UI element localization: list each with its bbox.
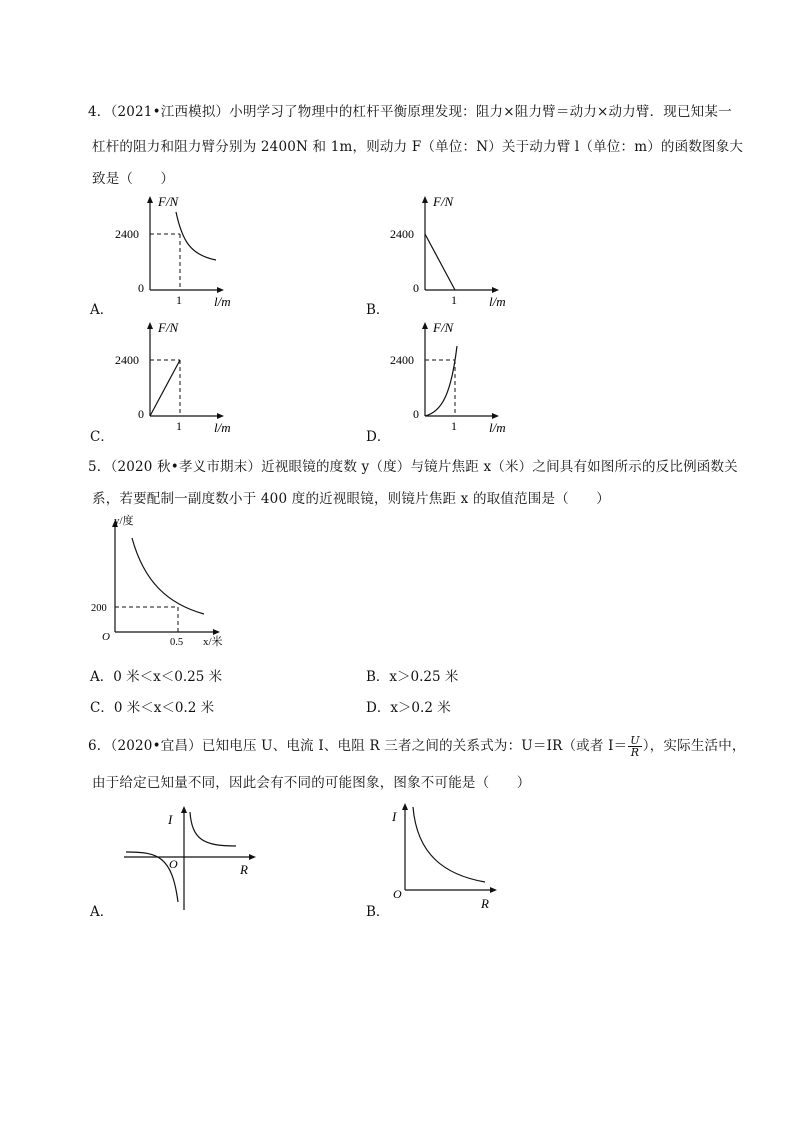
q4-graph-b — [385, 190, 515, 310]
q6-line-1-pre: 6．（2020•宜昌）已知电压 U、电流 I、电阻 R 三者之间的关系式为：U＝IR（或者 I＝ — [88, 738, 628, 754]
q4-graph-a — [110, 190, 240, 310]
q6-line-1-post: ），实际生活中， — [642, 738, 746, 754]
q6-option-b[interactable]: B． — [366, 904, 390, 920]
q6-graph-b-o: O — [393, 887, 402, 901]
graph-a-y-label: F/N — [158, 194, 179, 209]
graph-b-tick-1: 1 — [451, 293, 457, 307]
q4-option-a[interactable]: A． — [90, 302, 114, 318]
graph-b-y-label: F/N — [433, 194, 454, 209]
graph-a-x-label: l/m — [214, 294, 231, 309]
q5-option-a[interactable]: A．0 米＜x＜0.25 米 — [90, 669, 223, 685]
q4-line-1: 4．（2021•江西模拟）小明学习了物理中的杠杆平衡原理发现：阻力×阻力臂＝动力×动力臂．现已知某一 — [88, 104, 732, 120]
graph-c-x-label: l/m — [214, 420, 231, 435]
graph-b-tick-2400: 2400 — [390, 227, 414, 241]
graph-d-tick-0: 0 — [413, 407, 419, 421]
q5-tick-o: O — [102, 631, 110, 643]
q4-line-3: 致是（ ） — [92, 171, 175, 187]
q5-graph — [88, 512, 248, 652]
q5-option-c[interactable]: C．0 米＜x＜0.2 米 — [90, 700, 215, 716]
q5-tick-05: 0.5 — [170, 637, 184, 648]
q6-graph-b-y-label: I — [392, 809, 397, 824]
graph-b-tick-0: 0 — [413, 281, 419, 295]
graph-a-tick-2400: 2400 — [115, 227, 139, 241]
q5-option-b[interactable]: B．x＞0.25 米 — [366, 669, 459, 685]
q5-y-label: y/度 — [114, 515, 134, 527]
q6-graph-a-o: O — [169, 857, 178, 871]
q6-graph-a — [112, 800, 262, 915]
q6-line-1 — [88, 734, 746, 758]
q5-x-label: x/米 — [203, 636, 223, 648]
graph-d-y-label: F/N — [433, 320, 454, 335]
graph-a-tick-1: 1 — [176, 293, 182, 307]
q4-line-2: 杠杆的阻力和阻力臂分别为 2400N 和 1m，则动力 F（单位：N）关于动力臂 l（单位：m）的函数图象大 — [92, 139, 744, 155]
graph-d-tick-1: 1 — [451, 419, 457, 433]
q4-option-b[interactable]: B． — [366, 302, 390, 318]
q6-line-2: 由于给定已知量不同，因此会有不同的可能图象，图象不可能是（ ） — [92, 775, 531, 791]
graph-c-tick-2400: 2400 — [115, 353, 139, 367]
q5-line-2: 系，若要配制一副度数小于 400 度的近视眼镜，则镜片焦距 x 的取值范围是（ ） — [92, 491, 610, 507]
graph-c-tick-0: 0 — [138, 407, 144, 421]
q6-graph-b-x-label: R — [481, 896, 489, 911]
q6-graph-a-y-label: I — [168, 812, 173, 827]
graph-c-y-label: F/N — [158, 320, 179, 335]
graph-a-tick-0: 0 — [138, 281, 144, 295]
q4-graph-d — [385, 316, 515, 436]
q5-tick-200: 200 — [91, 603, 107, 614]
q6-option-a[interactable]: A． — [90, 904, 114, 920]
graph-d-x-label: l/m — [489, 420, 506, 435]
q6-frac-den: R — [630, 746, 640, 759]
q5-option-d[interactable]: D．x＞0.2 米 — [366, 700, 451, 716]
q6-graph-a-x-label: R — [240, 862, 248, 877]
q6-fraction — [628, 735, 641, 758]
q4-option-d[interactable]: D． — [366, 429, 391, 445]
graph-c-tick-1: 1 — [176, 419, 182, 433]
q6-frac-num: U — [630, 734, 640, 747]
q6-graph-b — [385, 795, 515, 915]
q4-graph-c — [110, 316, 240, 436]
graph-b-x-label: l/m — [489, 294, 506, 309]
q5-line-1: 5．（2020 秋•孝义市期末）近视眼镜的度数 y（度）与镜片焦距 x（米）之间具有如图所示的反比例函数关 — [88, 459, 738, 475]
graph-d-tick-2400: 2400 — [390, 353, 414, 367]
q4-option-c[interactable]: C． — [90, 429, 114, 445]
